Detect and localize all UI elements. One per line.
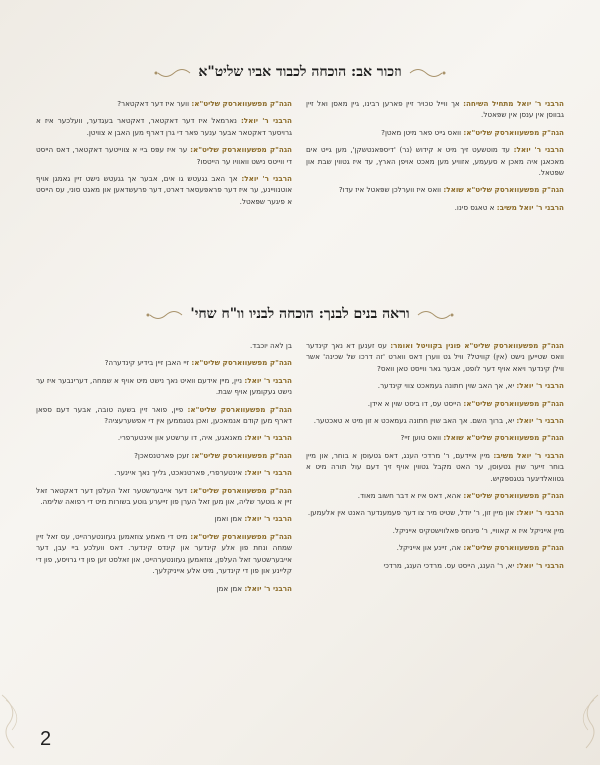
paragraph [36,173,292,207]
paragraph [36,583,292,594]
section1-title: וזכור אב: הוכחה לכבוד אביו שליט"א [198,64,402,80]
speaker-name: הגה"ק מפשעווארסק שליט"א: [463,398,564,408]
paragraph [36,357,292,368]
section1-right-column [306,98,564,219]
speaker-name: הרבני ר' יואל: [516,416,564,426]
paragraph [306,380,564,391]
paragraph [306,432,564,443]
section2-right-column [306,340,564,577]
paragraph-text: יא, ברוך השם. אך האב שוין חתונה געמאכט א זון מיט א טאכטער. [313,416,515,426]
paragraph-text: עד מוטשעט זיך מיט א קידוש (נר) 'דיספּאנטשקן', מען גייט אים מאכאגן איה מאכן א סעעמע, אזוויע מען מאכט אויפן הארץ, עד איז גטווין שבת און שפּטאל. [306,145,564,178]
paragraph-text: ער איז עפּס ביי א צווייטער דאקטאר, דאס הייסט די ווייטס נישט וואוויו ער הייטסו? [36,145,292,166]
paragraph-text: און מיין זון, ר' יודל, שטיט מיר צו דער פעמענדער האנט אין אלעמען. [307,508,515,518]
paragraph-text: וואס טוען זיי? [400,433,442,443]
section2-left-column [36,340,292,600]
paragraph-text: פיין, פואר זיין בשעה טובה, אבער דעם ספאן דארף מען קודם אנמאכען, ואכן גטגממען אין די אפשערעציה? [36,404,292,426]
paragraph-text: מיין איידעם, ר' מרדכי הענג, דאס גטעוסן א בוחר, און מיין בוחר זייער שוין גטעוסן, ער האט מקבל גטווין אויף זיך דעם עול תורה מיט א גטוואלדיגער גטגספּקיש. [306,450,564,483]
section2-title-bar [120,306,480,323]
speaker-name: הרבני ר' יואל: [516,508,564,518]
paragraph-text: אמן ואמן [214,514,243,524]
paragraph [306,98,564,121]
paragraph [306,525,564,536]
speaker-name: הגה"ק מפשעווארסק שליט"א: [191,358,292,368]
speaker-name: הרבני ר' יואל: [240,116,292,126]
paragraph [306,542,564,553]
paragraph [36,513,292,524]
paragraph-text: יא, אך האב שוין חתונה געמאכט צווי קינדער. [377,381,515,391]
speaker-name: הרבני ר' יואל: [244,375,292,385]
speaker-name: הגה"ק מפשעווארסק שליט"א פונין בקוויטל ואומר: [390,341,564,350]
paragraph [36,467,292,478]
paragraph-text: עס זענען דא נאך קינדער וואס שטייען נישט (אין) קוויטל? וויל גט ווערן דאס ווארט 'זה דרכו של שכינה' אשר ווילן קינדער ויאא אויף דער לופט, אבער גאר ווייסט טאן וואס? [306,341,564,373]
paragraph-text: יא, ר' הענג, הייסט עס. מרדכי הענג, מרדכי [383,560,515,570]
paragraph-text: א טאגס סינו. [454,202,495,212]
speaker-name: הגה"ק מפשעווארסק שליט"א: [191,99,292,108]
paragraph-text: מאנאגע, איה, דו ערשטע און אינטערפרי. [117,433,243,443]
paragraph [306,560,564,571]
paragraph [306,340,564,374]
speaker-name: הרבני ר' יואל: [516,381,564,391]
speaker-name: הגה"ק מפשעווארסק שליט"א: [187,404,292,414]
paragraph-text: זעכן פּארטנסאכן? [134,450,190,460]
paragraph [306,184,564,195]
speaker-name: הרבני ר' יואל: [244,433,292,443]
flourish-right-icon [416,308,454,322]
speaker-name: הרבני ר' יואל: [244,583,292,593]
paragraph [36,404,292,427]
paragraph-text: מיין אייניקל איז א קאוויי, ר' פינחס פּאלווישטקיס אייניקל. [392,525,564,535]
flourish-left-icon [154,66,192,80]
paragraph [306,450,564,484]
paragraph-text: וואס גייט פאר מיטן מאטן? [381,127,462,137]
page-number: 2 [40,728,52,750]
paragraph-text: דער אייבערשטער זאל העלפן דער דאקטאר זאל זיין א גוטער שליה, און מען זאל הערן פון זייערע גוטע בשורות מיט די רפואה שלימה. [36,485,292,507]
corner-ornament-icon [0,690,30,750]
speaker-name: הגה"ק מפשעווארסק שליט"א: [191,450,292,460]
paragraph-text: אמן אמן [216,583,243,593]
flourish-left-icon [146,308,184,322]
paragraph [306,398,564,409]
speaker-name: הרבני ר' יואל: [513,145,564,155]
paragraph [36,115,292,138]
paragraph [36,98,292,109]
paragraph [36,340,292,351]
section1-left-column [36,98,292,213]
speaker-name: הרבני ר' יואל משיב: [496,202,564,212]
paragraph-text: זיי האבן זיין בידיע קינדערה? [104,358,190,368]
paragraph-text: ניין, מיין אידעם וואיט נאך נישט מיט אויף א שמחה, דערינבער איז ער נישט געקומען אויף שבת. [36,375,292,397]
speaker-name: הרבני ר' יואל: [516,560,564,570]
paragraph-text: אהא, דאס איז א דבר חשוב מאוד. [357,491,462,501]
paragraph [306,202,564,213]
flourish-right-icon [408,66,446,80]
paragraph-text: מיט די מאמע צוזאמען געזונטערהייט, עס זאל זיין שמחה ונחת פון אלע קינדער און קינדס קינדער. דאס וועלכע ביי עבן, דער אייבערשטער זאל העלפן, צוזאמען געזונטערהייט, און זאלסט זען פון די גרויסע, פון די קליינע און פון די קינדער, מיט אלע אייניקלעך. [36,531,292,576]
speaker-name: הרבני ר' יואל מתחיל השיחה: [463,99,564,108]
speaker-name: הרבני ר' יואל: [241,174,292,184]
paragraph-text: וואס איז ווערלכן שפּאטל איז עדו? [338,185,442,195]
paragraph [36,531,292,577]
speaker-name: הגה"ק מפשעווארסק שליט"א: [463,543,564,553]
paragraph-text: הייסט עס, דו ביסט שוין א אידן. [367,398,462,408]
section2-title: וראה בנים לבנך: הוכחה לבניו וו"ח שחי' [190,306,410,322]
speaker-name: הגה"ק מפשעווארסק שליט"א: [190,145,292,155]
paragraph [306,127,564,138]
speaker-name: הגה"ק מפשעווארסק שליט"א שואל: [443,185,564,195]
paragraph [36,432,292,443]
paragraph [36,450,292,461]
paragraph-text: אינטערפרי, פּארטנאכט, גלייך נאך איינער. [114,468,243,478]
speaker-name: הגה"ק מפשעווארסק שליט"א: [190,531,292,541]
paragraph-text: נארמאל איז דער דאקטאר, דאקטאר בעגדער, וועלכער איז א גרויסער דאקטאר אבער ענער פאר די גרן דארף מען האבן א צוויטן. [36,116,292,137]
paragraph-text: אך האב גגעטש גו אים, אבער אך גגעטש נישט זיין גאמגן אויף אוטנוויינע, ער איז דער פראפּעסאר דארט, דער פרעשדאען און מאגט סוני, עס הייסט א פיגער שפּאטל. [36,174,292,206]
paragraph [306,507,564,518]
paragraph [306,490,564,501]
paragraph [36,485,292,508]
paragraph-text: אה, זיינע און אייניקל. [396,543,462,553]
speaker-name: הרבני ר' יואל משיב: [493,450,564,460]
paragraph [36,144,292,167]
corner-ornament-icon [570,690,600,750]
paragraph [36,375,292,398]
speaker-name: הגה"ק מפשעווארסק שליט"א: [463,491,564,501]
speaker-name: הגה"ק מפשעווארסק שליט"א שואל: [443,433,564,443]
section1-title-bar [120,64,480,81]
paragraph [306,144,564,178]
speaker-name: הגה"ק מפשעווארסק שליט"א: [190,485,292,495]
paragraph-text: ווער איז דער דאקטאר? [117,99,190,108]
paragraph-text: אך ווייל טכויר זיין פארען רבינו, גיין מאסן ואל זיין גבווסן אין ענסן אין שפּאטל. [306,99,564,120]
paragraph [306,415,564,426]
speaker-name: הרבני ר' יואל: [244,514,292,524]
speaker-name: הגה"ק מפשעווארסק שליט"א: [463,127,564,137]
speaker-name: הרבני ר' יואל: [244,468,292,478]
paragraph-text: בן לאה יוכבד. [250,341,292,350]
